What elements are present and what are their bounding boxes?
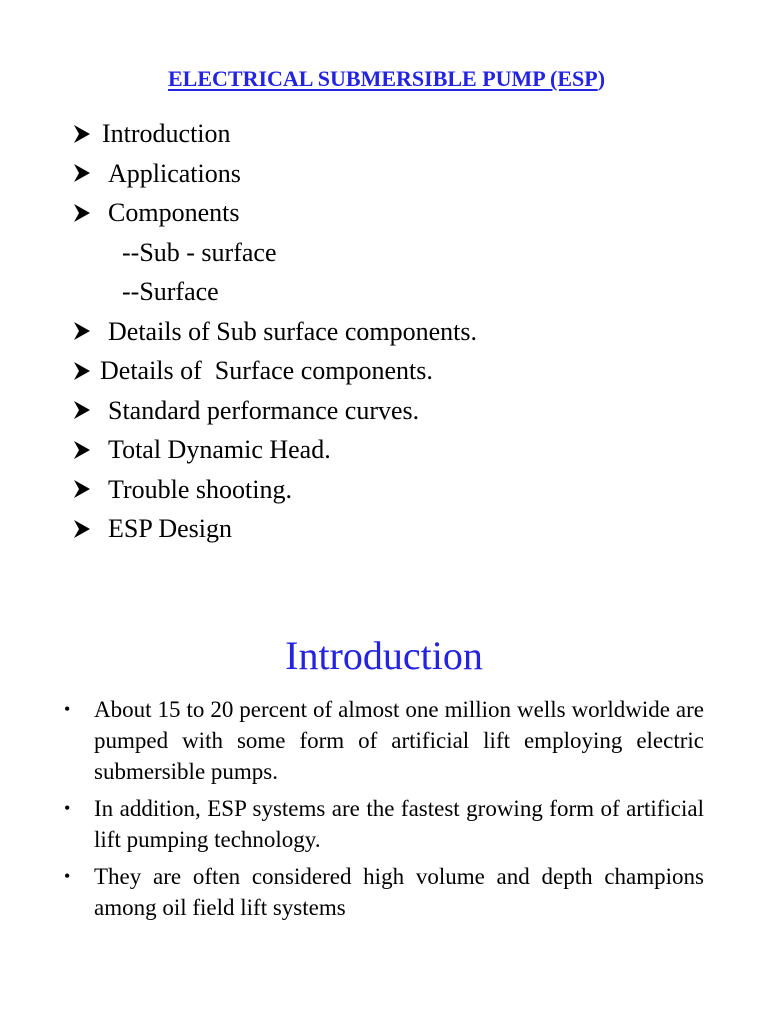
introduction-bullet-list	[62, 694, 704, 929]
arrowhead-bullet-icon	[70, 438, 100, 462]
outline-item-esp-design	[70, 509, 477, 549]
document-title-close-paren: )	[597, 66, 606, 91]
bullet-dot-icon: •	[64, 699, 71, 719]
outline-subitem-surface	[70, 272, 477, 312]
introduction-bullet	[62, 694, 704, 787]
outline-item-label: Details of Surface components.	[100, 356, 433, 385]
outline-item-subsurface-details	[70, 312, 477, 352]
document-title-text: ELECTRICAL SUBMERSIBLE PUMP (ESP	[168, 66, 598, 91]
introduction-bullet	[62, 793, 704, 855]
introduction-bullet-text: In addition, ESP systems are the fastest growing form of artificial lift pumping technology.	[94, 796, 704, 852]
outline-item-label: ESP Design	[108, 514, 232, 543]
outline-item-label: Components	[108, 198, 240, 227]
outline-item-label: Introduction	[102, 119, 231, 148]
outline-subitem-sub-surface	[70, 233, 477, 273]
outline-item-label: Details of Sub surface components.	[108, 316, 477, 346]
outline-item-label: Standard performance curves.	[108, 395, 420, 425]
introduction-bullet-text: They are often considered high volume and depth champions among oil field lift systems	[94, 864, 704, 920]
outline-item-label: Total Dynamic Head.	[108, 435, 331, 464]
introduction-bullet-text: About 15 to 20 percent of almost one million wells worldwide are pumped with some form of artificial lift employing electric submersible pumps.	[94, 697, 704, 784]
outline-item-total-dynamic-head	[70, 430, 477, 470]
arrowhead-bullet-icon	[70, 477, 100, 501]
outline-item-label: Applications	[108, 158, 241, 188]
bullet-dot-icon: •	[64, 798, 71, 818]
outline-item-trouble-shooting	[70, 470, 477, 510]
arrowhead-bullet-icon	[70, 359, 100, 383]
introduction-bullet	[62, 861, 704, 923]
outline-item-label: Trouble shooting.	[108, 474, 292, 504]
introduction-heading: Introduction	[285, 633, 483, 678]
arrowhead-bullet-icon	[70, 517, 100, 541]
arrowhead-bullet-icon	[70, 398, 100, 422]
outline-item-label: --Surface	[122, 277, 219, 306]
topic-outline	[70, 114, 477, 549]
outline-item-applications	[70, 154, 477, 194]
outline-item-performance-curves	[70, 391, 477, 431]
outline-item-introduction	[70, 114, 477, 154]
arrowhead-bullet-icon	[70, 201, 100, 225]
outline-item-label: --Sub - surface	[122, 237, 277, 267]
arrowhead-bullet-icon	[70, 319, 100, 343]
outline-item-components	[70, 193, 477, 233]
arrowhead-bullet-icon	[70, 122, 100, 146]
document-title	[168, 64, 605, 94]
bullet-dot-icon: •	[64, 866, 71, 886]
arrowhead-bullet-icon	[70, 161, 100, 185]
outline-item-surface-details	[70, 351, 477, 391]
